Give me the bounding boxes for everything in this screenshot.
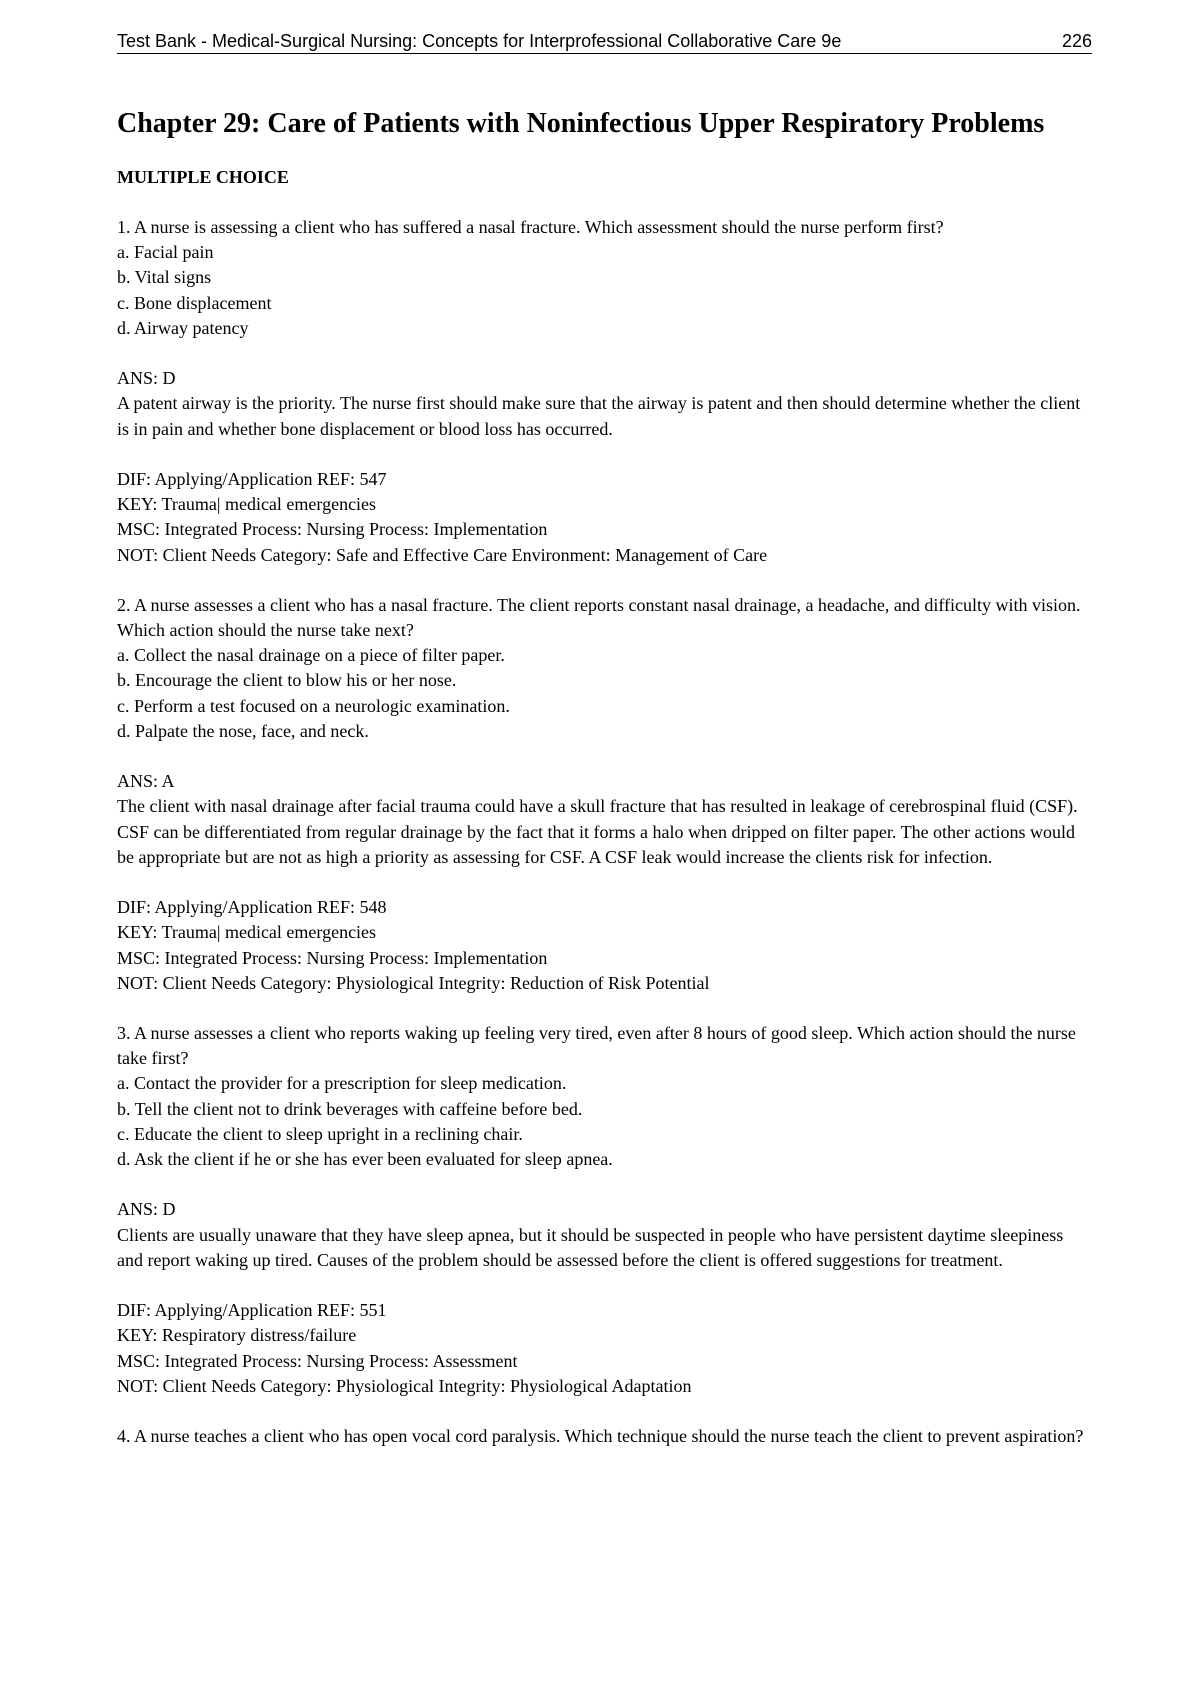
- question-stem: 2. A nurse assesses a client who has a nasal fracture. The client reports constant nasal drainage, a headache, and difficulty with vision. Which action should the nurse take next?: [117, 594, 1081, 641]
- answer-options: [117, 240, 1092, 341]
- msc-category: MSC: Integrated Process: Nursing Process: Implementation: [117, 947, 548, 968]
- difficulty-reference: DIF: Applying/Application REF: 551: [117, 1300, 387, 1321]
- rationale: A patent airway is the priority. The nurse first should make sure that the airway is patent and then should determine whether the client is in pain and whether bone displacement or blood loss has occurred.: [117, 393, 1081, 439]
- option-a: a. Facial pain: [117, 242, 214, 263]
- difficulty-reference: DIF: Applying/Application REF: 547: [117, 469, 387, 489]
- option-b: b. Encourage the client to blow his or her nose.: [117, 670, 457, 691]
- answer-block: [117, 769, 1092, 870]
- option-d: d. Airway patency: [117, 317, 249, 338]
- difficulty-reference: DIF: Applying/Application REF: 548: [117, 897, 387, 918]
- answer-key: ANS: D: [117, 1199, 176, 1220]
- msc-category: MSC: Integrated Process: Nursing Process: Assessment: [117, 1350, 518, 1371]
- answer-key: ANS: D: [117, 368, 176, 389]
- question-4: [117, 1424, 1092, 1449]
- question-stem: 4. A nurse teaches a client who has open vocal cord paralysis. Which technique should the nurse teach the client to prevent aspiration?: [117, 1426, 1084, 1447]
- answer-key: ANS: A: [117, 771, 175, 792]
- option-c: c. Educate the client to sleep upright in a reclining chair.: [117, 1123, 523, 1144]
- question-1: [117, 215, 1092, 568]
- client-needs-category: NOT: Client Needs Category: Physiological Integrity: Reduction of Risk Potential: [117, 972, 710, 993]
- option-c: c. Perform a test focused on a neurologic examination.: [117, 695, 510, 716]
- option-b: b. Tell the client not to drink beverages with caffeine before bed.: [117, 1098, 583, 1119]
- answer-options: [117, 643, 1092, 744]
- option-b: b. Vital signs: [117, 267, 212, 288]
- answer-block: [117, 1197, 1092, 1273]
- option-d: d. Ask the client if he or she has ever been evaluated for sleep apnea.: [117, 1149, 613, 1170]
- question-2: [117, 593, 1092, 996]
- metadata-block: [117, 895, 1092, 996]
- option-a: a. Contact the provider for a prescription for sleep medication.: [117, 1073, 567, 1094]
- rationale: The client with nasal drainage after facial trauma could have a skull fracture that has resulted in leakage of cerebrospinal fluid (CSF). CSF can be differentiated from regular drainage by the fact that it forms a halo when dripped on filter paper. The other actions would be appropriate but are not as high a priority as assessing for CSF. A CSF leak would increase the clients risk for infection.: [117, 796, 1078, 867]
- question-stem: 1. A nurse is assessing a client who has suffered a nasal fracture. Which assessment should the nurse perform first?: [117, 217, 944, 237]
- option-a: a. Collect the nasal drainage on a piece of filter paper.: [117, 645, 505, 666]
- chapter-title: Chapter 29: Care of Patients with Noninfectious Upper Respiratory Problems: [117, 108, 1045, 139]
- metadata-block: [117, 467, 1092, 568]
- document-page: [117, 30, 1092, 1449]
- rationale: Clients are usually unaware that they have sleep apnea, but it should be suspected in people who have persistent daytime sleepiness and report waking up tired. Causes of the problem should be assessed before the client is offered suggestions for treatment.: [117, 1224, 1064, 1270]
- option-d: d. Palpate the nose, face, and neck.: [117, 720, 369, 741]
- msc-category: MSC: Integrated Process: Nursing Process: Implementation: [117, 519, 548, 540]
- answer-options: [117, 1071, 1092, 1172]
- page-number: 226: [1061, 31, 1092, 51]
- client-needs-category: NOT: Client Needs Category: Safe and Effective Care Environment: Management of Care: [117, 544, 768, 565]
- question-stem: 3. A nurse assesses a client who reports waking up feeling very tired, even after 8 hours of good sleep. Which action should the nurse take first?: [117, 1023, 1076, 1069]
- question-3: [117, 1021, 1092, 1399]
- running-header: [117, 30, 1092, 54]
- answer-block: [117, 366, 1092, 442]
- header-title: Test Bank - Medical-Surgical Nursing: Concepts for Interprofessional Collaborative Care 9e: [117, 31, 842, 51]
- metadata-block: [117, 1298, 1092, 1399]
- client-needs-category: NOT: Client Needs Category: Physiological Integrity: Physiological Adaptation: [117, 1375, 692, 1396]
- option-c: c. Bone displacement: [117, 292, 272, 313]
- keyword: KEY: Trauma| medical emergencies: [117, 922, 377, 943]
- question-list: [117, 215, 1092, 1449]
- keyword: KEY: Respiratory distress/failure: [117, 1325, 357, 1346]
- keyword: KEY: Trauma| medical emergencies: [117, 494, 377, 515]
- section-heading: MULTIPLE CHOICE: [117, 167, 289, 187]
